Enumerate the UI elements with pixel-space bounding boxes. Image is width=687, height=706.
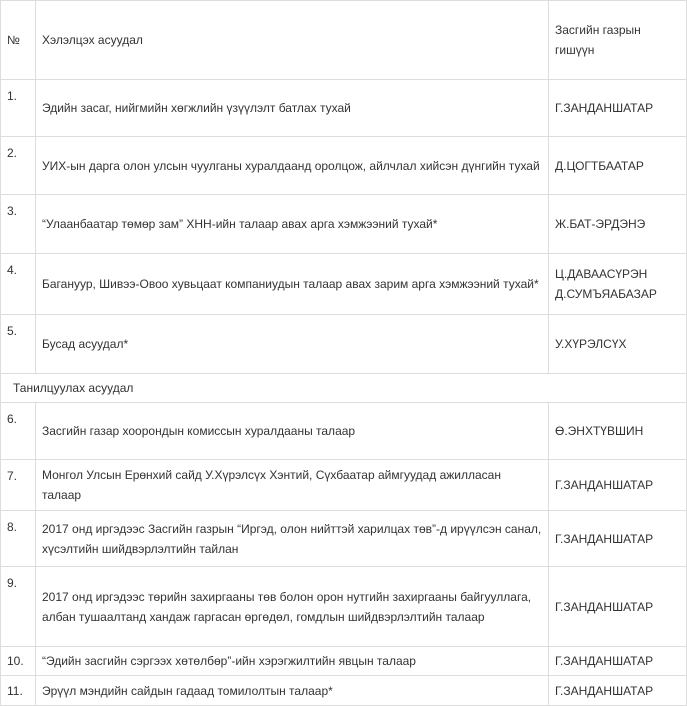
table-row [1, 676, 687, 706]
header-topic: Хэлэлцэх асуудал [36, 1, 549, 80]
row-number: 8. [1, 511, 36, 567]
row-number: 7. [1, 460, 36, 511]
row-topic: Эдийн засаг, нийгмийн хөгжлийн үзүүлэлт батлах тухай [36, 80, 549, 137]
row-minister: Г.ЗАНДАНШАТАР [549, 676, 687, 706]
row-minister-line2: Д.СУМЪЯАБАЗАР [555, 287, 657, 301]
table-row [1, 137, 687, 195]
section-label: Танилцуулах асуудал [1, 374, 687, 403]
section-row [1, 374, 687, 403]
row-number: 3. [1, 195, 36, 254]
row-number: 1. [1, 80, 36, 137]
table-row [1, 460, 687, 511]
table-row [1, 254, 687, 315]
row-minister: Д.ЦОГТБААТАР [549, 137, 687, 195]
row-number: 4. [1, 254, 36, 315]
row-topic: Бусад асуудал* [36, 315, 549, 374]
row-topic: “Улаанбаатар төмөр зам” ХНН-ийн талаар авах арга хэмжээний тухай* [36, 195, 549, 254]
table-row [1, 511, 687, 567]
row-topic: Эрүүл мэндийн сайдын гадаад томилолтын талаар* [36, 676, 549, 706]
row-minister [549, 254, 687, 315]
row-number: 10. [1, 647, 36, 676]
row-minister: Г.ЗАНДАНШАТАР [549, 80, 687, 137]
row-topic: УИХ-ын дарга олон улсын чуулганы хуралдаанд оролцож, айлчлал хийсэн дүнгийн тухай [36, 137, 549, 195]
row-topic: Багануур, Шивээ-Овоо хувьцаат компаниудын талаар авах зарим арга хэмжээний тухай* [36, 254, 549, 315]
row-minister: Г.ЗАНДАНШАТАР [549, 647, 687, 676]
row-number: 2. [1, 137, 36, 195]
row-number: 6. [1, 403, 36, 460]
row-minister: Ө.ЭНХТҮВШИН [549, 403, 687, 460]
row-topic: Засгийн газар хоорондын комиссын хуралдааны талаар [36, 403, 549, 460]
table-header-row [1, 1, 687, 80]
row-minister: Г.ЗАНДАНШАТАР [549, 567, 687, 647]
header-minister [549, 1, 687, 80]
row-topic: 2017 онд иргэдээс төрийн захиргааны төв болон орон нутгийн захиргааны байгууллага, албан тушаалтанд хандаж гаргасан өргөдөл, гомдлын шийдвэрлэлтийн талаар [36, 567, 549, 647]
header-minister-line1: Засгийн газрын [555, 23, 641, 37]
row-minister: Ж.БАТ-ЭРДЭНЭ [549, 195, 687, 254]
row-minister: Г.ЗАНДАНШАТАР [549, 511, 687, 567]
row-minister-line1: Ц.ДАВААСҮРЭН [555, 267, 648, 281]
table-row [1, 315, 687, 374]
table-row [1, 195, 687, 254]
row-topic: “Эдийн засгийн сэргээх хөтөлбөр”-ийн хэрэгжилтийн явцын талаар [36, 647, 549, 676]
row-number: 9. [1, 567, 36, 647]
row-topic: 2017 онд иргэдээс Засгийн газрын “Иргэд, олон нийттэй харилцах төв”-д ирүүлсэн санал, хүсэлтийн шийдвэрлэлтийн тайлан [36, 511, 549, 567]
row-minister: Г.ЗАНДАНШАТАР [549, 460, 687, 511]
row-number: 5. [1, 315, 36, 374]
table-row [1, 403, 687, 460]
row-minister: У.ХҮРЭЛСҮХ [549, 315, 687, 374]
table-row [1, 567, 687, 647]
header-minister-line2: гишүүн [555, 43, 595, 57]
row-number: 11. [1, 676, 36, 706]
row-topic: Монгол Улсын Ерөнхий сайд У.Хүрэлсүх Хэнтий, Сүхбаатар аймгуудад ажилласан талаар [36, 460, 549, 511]
header-number: № [1, 1, 36, 80]
table-row [1, 647, 687, 676]
table-row [1, 80, 687, 137]
